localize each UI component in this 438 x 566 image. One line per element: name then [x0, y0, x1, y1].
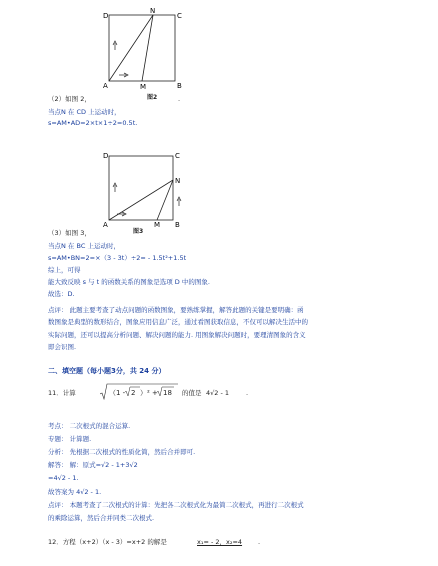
q11-expression [100, 381, 192, 403]
q11-kaodian: 考点： 二次根式的混合运算. [48, 422, 131, 430]
q11-answer-line: 故答案为 4√2 - 1. [48, 488, 102, 496]
figure-2 [95, 5, 195, 95]
summary-line: 综上，可得 [48, 266, 81, 274]
comment-line-3: 实际问题，还可以提高分析问题、解决问题的能力. 用图象解决问题时，要理清图象的含义 [48, 331, 306, 339]
q11-zhuanti: 专题： 计算题. [48, 435, 92, 443]
q11-end: . [246, 389, 249, 397]
answer-line: 故选：D. [48, 290, 75, 298]
section-heading: 二、填空题（每小题3分，共 24 分） [48, 367, 166, 375]
comment-line-4: 即会识图. [48, 343, 77, 351]
q11-jieda-2: =4√2 - 1. [48, 474, 79, 482]
svg-text:2: 2 [131, 389, 136, 397]
svg-text:18: 18 [163, 389, 172, 397]
conclusion-line: 能大致反映 s 与 t 的函数关系的图象是选项 D 中的图象. [48, 278, 210, 286]
q11-prefix: 11．计算 [48, 389, 76, 397]
fig2-label-m: M [140, 83, 147, 91]
q11-comment-1: 点评： 本题考查了二次根式的计算：先把各二次根式化为最简二次根式，再进行二次根式 [48, 501, 304, 509]
fig3-label-c: C [175, 152, 180, 160]
fig2-label-b: B [177, 82, 182, 90]
case2-dot: . [178, 95, 181, 103]
q12-end: . [258, 538, 261, 546]
fig3-caption: 图3 [133, 228, 144, 235]
case2-condition: 当点N 在 CD 上运动时， [48, 108, 121, 116]
fig2-label-a: A [103, 82, 108, 90]
fig2-label-n: N [150, 7, 156, 15]
case2-heading: （2）如图 2， [48, 95, 91, 103]
fig3-label-m: M [154, 221, 161, 229]
comment-line-1: 点评： 此题主要考查了动点问题的函数图象，要熟练掌握，解答此题的关键是要明确：函 [48, 306, 304, 314]
q11-jieda: 解答： 解：原式=√2 - 1+3√2 [48, 461, 138, 469]
case3-formula: s=AM•BN=2=×（3 - 3t）÷2= - 1.5t²+1.5t [48, 254, 187, 262]
fig3-label-a: A [103, 221, 108, 229]
case2-formula: s=AM•AD=2×t×1÷2=0.5t. [48, 119, 138, 127]
case3-condition: 当点N 在 BC 上运动时， [48, 242, 120, 250]
figure-3 [95, 148, 195, 238]
q11-mid: 的值是 [182, 389, 202, 397]
fig3-label-b: B [175, 221, 180, 229]
fig3-label-n: N [175, 177, 181, 185]
svg-text:）²: ）² [140, 389, 150, 397]
q11-answer: 4√2 - 1 [206, 389, 230, 397]
q11-fenxi: 分析： 先根据二次根式的性质化简，然后合并即可. [48, 448, 196, 456]
svg-text:（1 -: （1 - [109, 389, 126, 397]
svg-text:+: + [152, 389, 158, 397]
fig2-label-c: C [177, 12, 182, 20]
case3-heading: （3）如图 3， [48, 229, 91, 237]
q12-answer: x₁= - 2，x₂=4 [197, 538, 243, 546]
fig2-label-d: D [103, 12, 109, 20]
fig2-caption: 图2 [147, 94, 158, 101]
comment-line-2: 数图象是典型的数形结合，图象应用信息广泛，通过看图获取信息，不仅可以解决生活中的 [48, 318, 308, 326]
q11-comment-2: 的乘除运算，然后合并同类二次根式. [48, 514, 155, 522]
q12-prefix: 12．方程（x+2）（x - 3）=x+2 的解是 [48, 538, 167, 546]
fig3-label-d: D [103, 152, 109, 160]
